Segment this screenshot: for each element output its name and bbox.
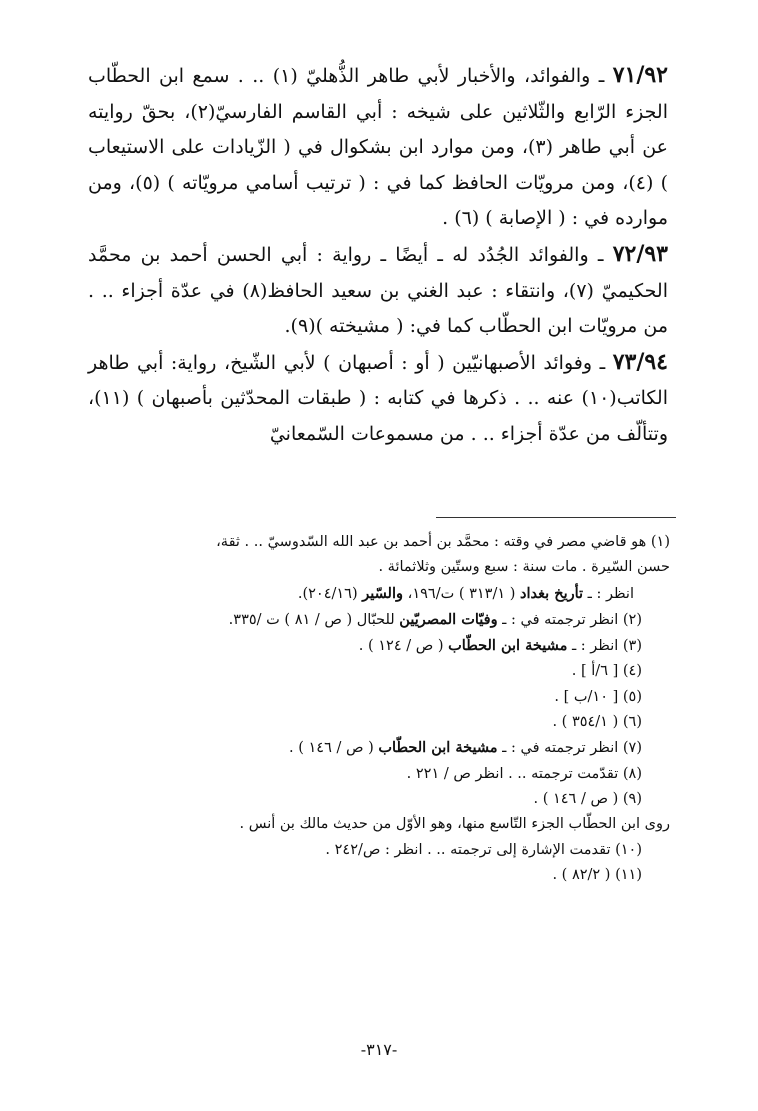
entry-text: ـ والفوائد، والأخبار لأبي طاهر الذُّهليّ (١) .. . سمع ابن الحطّاب الجزء الرّابع والثّلاثين على شيخه : أبي القاسم الفارسيّ(٢)، بحقّ روايته عن أبي طاهر (٣)، ومن موارد ابن بشكوال في ( الزّيادات على الاستيعاب ) (٤)، ومن مرويّات الحافظ كما في : ( ترتيب أسامي مرويّاته ) (٥)، ومن موارده في : ( الإصابة ) (٦) . xyxy=(88,65,668,230)
footnote-5: (٥) [ ١٠/ب ] . xyxy=(554,688,642,705)
footnote-9-cont: روى ابن الحطّاب الجزء التّاسع منها، وهو الأوّل من حديث مالك بن أنس . xyxy=(239,816,670,833)
footnote-3: (٣) انظر : ـ مشيخة ابن الحطّاب ( ص / ١٢٤ ) . xyxy=(358,637,642,655)
footnote-2: (٢) انظر ترجمته في : ـ وفيّات المصريّين للحبّال ( ص / ٨١ ) ت /٣٣٥. xyxy=(228,610,642,628)
footnote-7: (٧) انظر ترجمته في : ـ مشيخة ابن الحطّاب ( ص / ١٤٦ ) . xyxy=(289,739,642,757)
entry-text: ـ وفوائد الأصبهانيّين ( أو : أصبهان ) لأبي الشّيخ، رواية: أبي طاهر الكاتب(١٠) عنه .. . ذكرها في كتابه : ( طبقات المحدّثين بأصبهان ) (١١)، وتتألّف من عدّة أجزاء .. . من مسموعات السّمعانيّ xyxy=(88,351,668,445)
entry-92 xyxy=(88,58,668,237)
entry-number: ٧٣/٩٤ xyxy=(612,348,668,375)
entry-text: ـ والفوائد الجُدُد له ـ أيضًا ـ رواية : أبي الحسن أحمد بن محمَّد الحكيميّ (٧)، وانتقاء : عبد الغني بن سعيد الحافظ(٨) في عدّة أجزاء .. . من مرويّات ابن الحطّاب كما في: ( مشيخته )(٩). xyxy=(88,243,668,338)
footnote-1: (١) هو قاضي مصر في وقته : محمَّد بن أحمد بن عبد الله السّدوسيّ .. . ثقة، xyxy=(216,534,670,550)
footnote-1-cont: حسن السّيرة . مات سنة : سبع وستّين وثلاثمائة . xyxy=(378,559,670,576)
footnote-11: (١١) ( ٨٢/٢ ) . xyxy=(552,866,642,883)
entry-number: ٧١/٩٢ xyxy=(612,62,668,88)
footnote-1-ref: انظر : ـ تأريخ بغداد ( ٣١٣/١ ) ت/١٩٦، والسّير (٢٠٤/١٦). xyxy=(297,584,634,602)
main-text xyxy=(88,58,668,453)
entry-93 xyxy=(88,237,668,345)
footnote-10: (١٠) تقدمت الإشارة إلى ترجمته .. . انظر : ص/٢٤٢ . xyxy=(325,841,642,858)
page-number: -٣١٧- xyxy=(360,1040,398,1059)
footnote-separator xyxy=(436,517,676,518)
footnote-6: (٦) ( ٣٥٤/١ ) . xyxy=(552,714,642,731)
footnote-9: (٩) ( ص / ١٤٦ ) . xyxy=(533,790,642,807)
footnotes xyxy=(70,530,670,888)
entry-number: ٧٢/٩٣ xyxy=(612,240,668,267)
footnote-8: (٨) تقدّمت ترجمته .. . انظر ص / ٢٢١ . xyxy=(406,765,642,782)
entry-94 xyxy=(88,345,668,453)
footnote-4: (٤) [ ٦/أ ] . xyxy=(571,663,642,680)
